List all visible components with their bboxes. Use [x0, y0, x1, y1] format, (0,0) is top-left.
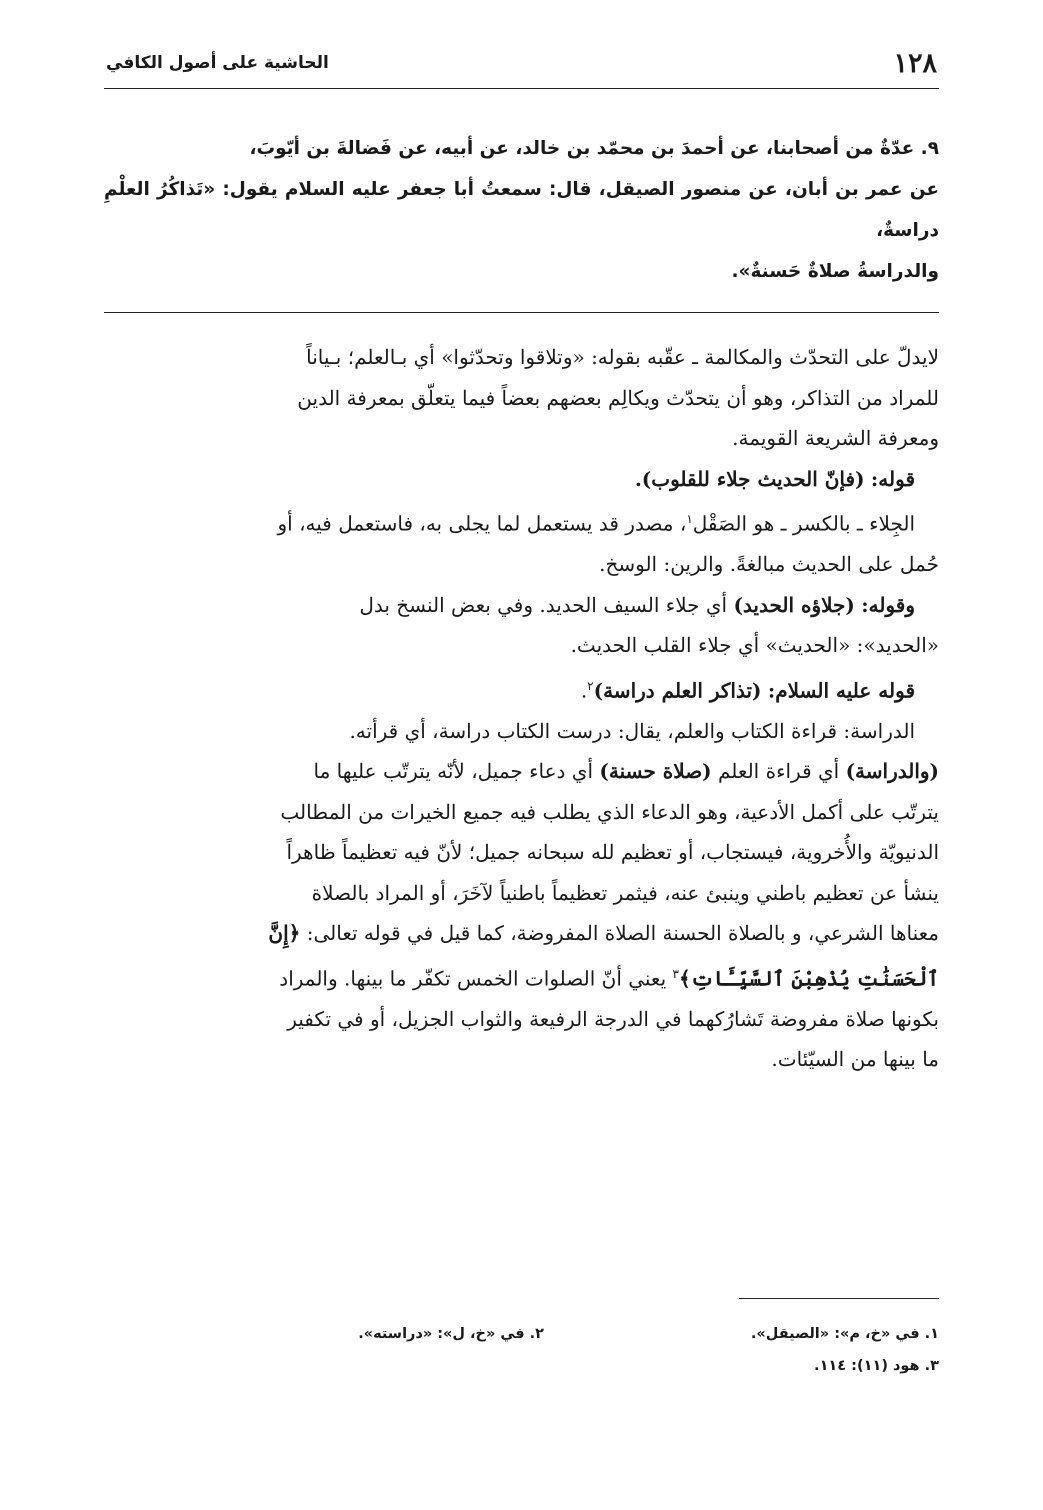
running-title: الحاشية على أصول الكافي [106, 53, 329, 73]
page-header [104, 44, 939, 89]
footnote: ٣. هود (١١): ١١٤. [814, 1358, 939, 1374]
commentary-line: ومعرفة الشريعة القويمة. [732, 426, 939, 450]
quote-lemma-3: قوله عليه السلام: (تذاكر العلم دراسة)$^٢$. [580, 678, 915, 703]
commentary-line: لايدلّ على التحدّث والمكالمة ـ عقّبه بقوله: «وتلاقوا وتحدّثوا» أي بـالعلم؛ بـياناً [306, 345, 939, 369]
commentary-line: بكونها صلاة مفروضة تَشارُكهما في الدرجة الرفيعة والثواب الجزيل، أو في تكفير [287, 1006, 939, 1031]
lemma-text: (تذاكر العلم دراسة) [593, 678, 762, 703]
commentary-span: أي دعاء جميل، لأنّه يترتّب عليها ما [313, 759, 594, 784]
commentary-line: حُمل على الحديث مبالغةً. والرين: الوسخ. [599, 552, 939, 577]
hadith-text [104, 128, 939, 292]
commentary-line [104, 954, 939, 999]
footnote: ٢. في «خ، ل»: «دراسته». [358, 1326, 544, 1342]
lemma-text: (صلاة حسنة) [599, 759, 712, 784]
commentary-text [104, 337, 939, 1080]
lemma-text: (والدراسة) [845, 759, 939, 784]
lemma-label: قوله عليه السلام: [767, 678, 915, 703]
commentary-line: الدنيويّة والأُخروية، فيستجاب، أو تعظيم لله سبحانه جميل؛ لأنّ فيه تعظيماً ظاهراً [286, 840, 939, 865]
commentary-line: للمراد من التذاكر، وهو أن يتحدّث ويكالِم بعضهم بعضاً فيما يتعلّق بمعرفة الدين [297, 385, 939, 410]
quote-lemma-2 [104, 585, 939, 626]
lemma-label: قوله: [870, 466, 915, 491]
commentary-span: يعني أنّ الصلوات الخمس تكفّر ما بينها. والمراد [279, 966, 667, 991]
commentary-line [104, 751, 939, 792]
footnote-row [104, 1318, 939, 1350]
commentary-line: «الحديد»: «الحديث» أي جلاء القلب الحديث. [570, 633, 939, 658]
hadith-line: عن عمر بن أبان، عن منصور الصيقل، قال: سمعتُ أبا جعفر عليه السلام يقول: «تَذاكُرُ العلْمِ دراسةٌ، [104, 179, 939, 241]
commentary-span: الجِلاء ـ بالكسر ـ هو الصَقْل [692, 511, 915, 536]
section-divider [104, 312, 939, 313]
hadith-line: ٩. عدّةٌ من أصحابنا، عن أحمدَ بن محمّد بن خالد، عن أبيه، عن فَضالةَ بن أيّوبَ، [249, 138, 939, 159]
lemma-text: (جلاؤه الحديد) [733, 592, 855, 617]
footnote-marker: ٣ [672, 966, 679, 981]
lemma-label: وقوله: [861, 592, 915, 617]
commentary-line: الدراسة: قراءة الكتاب والعلم، يقال: درست الكتاب دراسة، أي قرأته. [349, 718, 915, 743]
quran-quote: ﴿إِنَّ [268, 921, 301, 946]
commentary-line: ينشأ عن تعظيم باطني وينبئ عنه، فيثمر تعظيماً باطنياً لآخَرَ، أو المراد بالصلاة [311, 880, 939, 905]
commentary-line [104, 499, 939, 544]
footnote-row [104, 1350, 939, 1382]
commentary-span: أي جلاء السيف الحديد. وفي بعض النسخ بدل [359, 592, 728, 617]
commentary-span: معناها الشرعي، و بالصلاة الحسنة الصلاة المفروضة، كما قيل في قوله تعالى: [306, 921, 939, 946]
commentary-span: ، مصدر قد يستعمل لما يجلى به، فاستعمل فيه، أو [277, 511, 687, 536]
commentary-line: يترتّب على أكمل الأدعية، وهو الدعاء الذي يطلب فيه جميع الخيرات من المطالب [280, 799, 939, 824]
page-number: ١٢٨ [893, 48, 937, 79]
commentary-line [104, 913, 939, 954]
footnote-marker: ١ [686, 512, 693, 526]
hadith-line: والدراسةُ صلاةٌ حَسنةٌ». [731, 261, 939, 282]
lemma-text: (فإنّ الحديث جلاء للقلوب). [634, 466, 865, 491]
commentary-span: أي قراءة العلم [718, 759, 840, 784]
quote-lemma-1 [104, 459, 939, 500]
footnotes [104, 1318, 939, 1382]
footnote-marker: ٢ [587, 678, 594, 693]
footnote: ١. في «خ، م»: «الصيقل». [750, 1326, 939, 1342]
quran-quote: ٱلْحَسَنَٰتِ يُذْهِبْنَ ٱلسَّيِّـَٔاتِ﴾ [678, 966, 939, 991]
footnote-divider [739, 1298, 939, 1299]
commentary-line: ما بينها من السيّئات. [771, 1047, 939, 1072]
